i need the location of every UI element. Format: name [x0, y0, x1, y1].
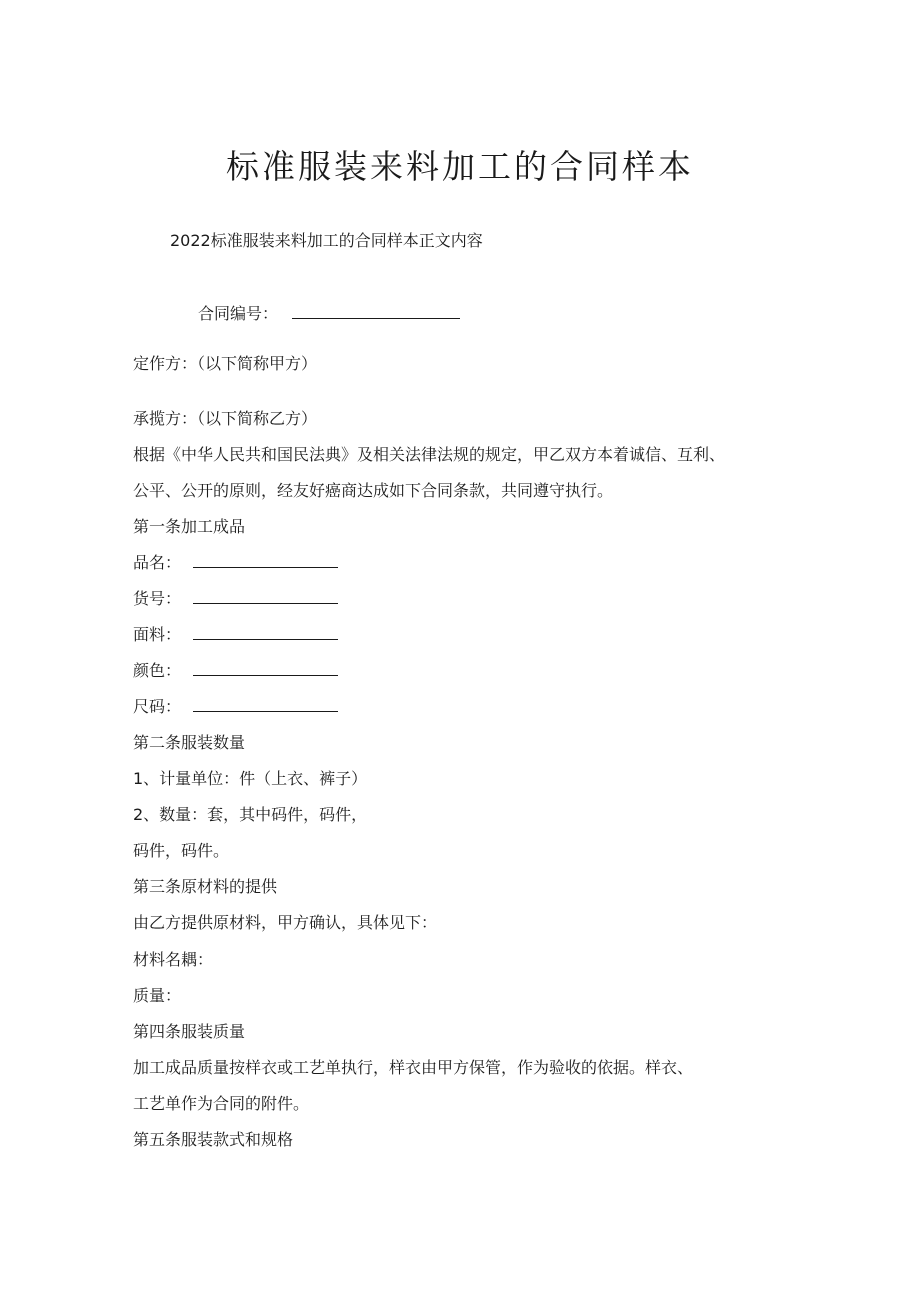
field-color	[133, 659, 338, 683]
party-b-line: 承揽方：（以下简称乙方）	[133, 409, 318, 428]
field-blank	[193, 625, 338, 640]
material-intro: 由乙方提供原材料，甲方确认，具体见下：	[133, 913, 438, 932]
material-name-line: 材料名耦：	[133, 950, 214, 969]
contract-number-blank	[292, 304, 460, 319]
article-1-heading: 第一条加工成品	[133, 517, 246, 536]
field-label: 货号：	[133, 589, 182, 608]
party-a-line: 定作方：（以下简称甲方）	[133, 354, 318, 373]
preamble-line-2: 公平、公开的原则，经友好癌商达成如下合同条款，共同遵守执行。	[133, 481, 614, 500]
article-2-heading: 第二条服装数量	[133, 733, 246, 752]
field-product-name	[133, 551, 338, 575]
quantity-line-2: 码件，码件。	[133, 841, 230, 860]
material-quality-line: 质量：	[133, 986, 182, 1005]
quality-line-2: 工艺单作为合同的附件。	[133, 1094, 310, 1113]
quality-line-1: 加工成品质量按样衣或工艺单执行，样衣由甲方保管，作为验收的依据。样衣、	[133, 1058, 694, 1077]
contract-number-label: 合同编号：	[198, 304, 279, 323]
field-blank	[193, 661, 338, 676]
article-3-heading: 第三条原材料的提供	[133, 877, 278, 896]
field-fabric	[133, 623, 338, 647]
field-label: 品名：	[133, 553, 182, 572]
document-subtitle: 2022标准服装来料加工的合同样本正文内容	[170, 231, 483, 250]
field-label: 颜色：	[133, 661, 182, 680]
field-blank	[193, 589, 338, 604]
quantity-line-1: 2、数量：套，其中码件，码件，	[133, 805, 368, 824]
document-title: 标准服装来料加工的合同样本	[226, 147, 694, 186]
preamble-line-1: 根据《中华人民共和国民法典》及相关法律法规的规定，甲乙双方本着诚信、互利、	[133, 445, 726, 464]
field-label: 面料：	[133, 625, 182, 644]
field-label: 尺码：	[133, 697, 182, 716]
field-blank	[193, 553, 338, 568]
field-size	[133, 695, 338, 719]
article-4-heading: 第四条服装质量	[133, 1022, 246, 1041]
contract-number-row	[198, 302, 460, 326]
field-item-no	[133, 587, 338, 611]
field-blank	[193, 697, 338, 712]
article-5-heading: 第五条服装款式和规格	[133, 1130, 294, 1149]
unit-line: 1、计量单位：件（上衣、裤子）	[133, 769, 368, 788]
